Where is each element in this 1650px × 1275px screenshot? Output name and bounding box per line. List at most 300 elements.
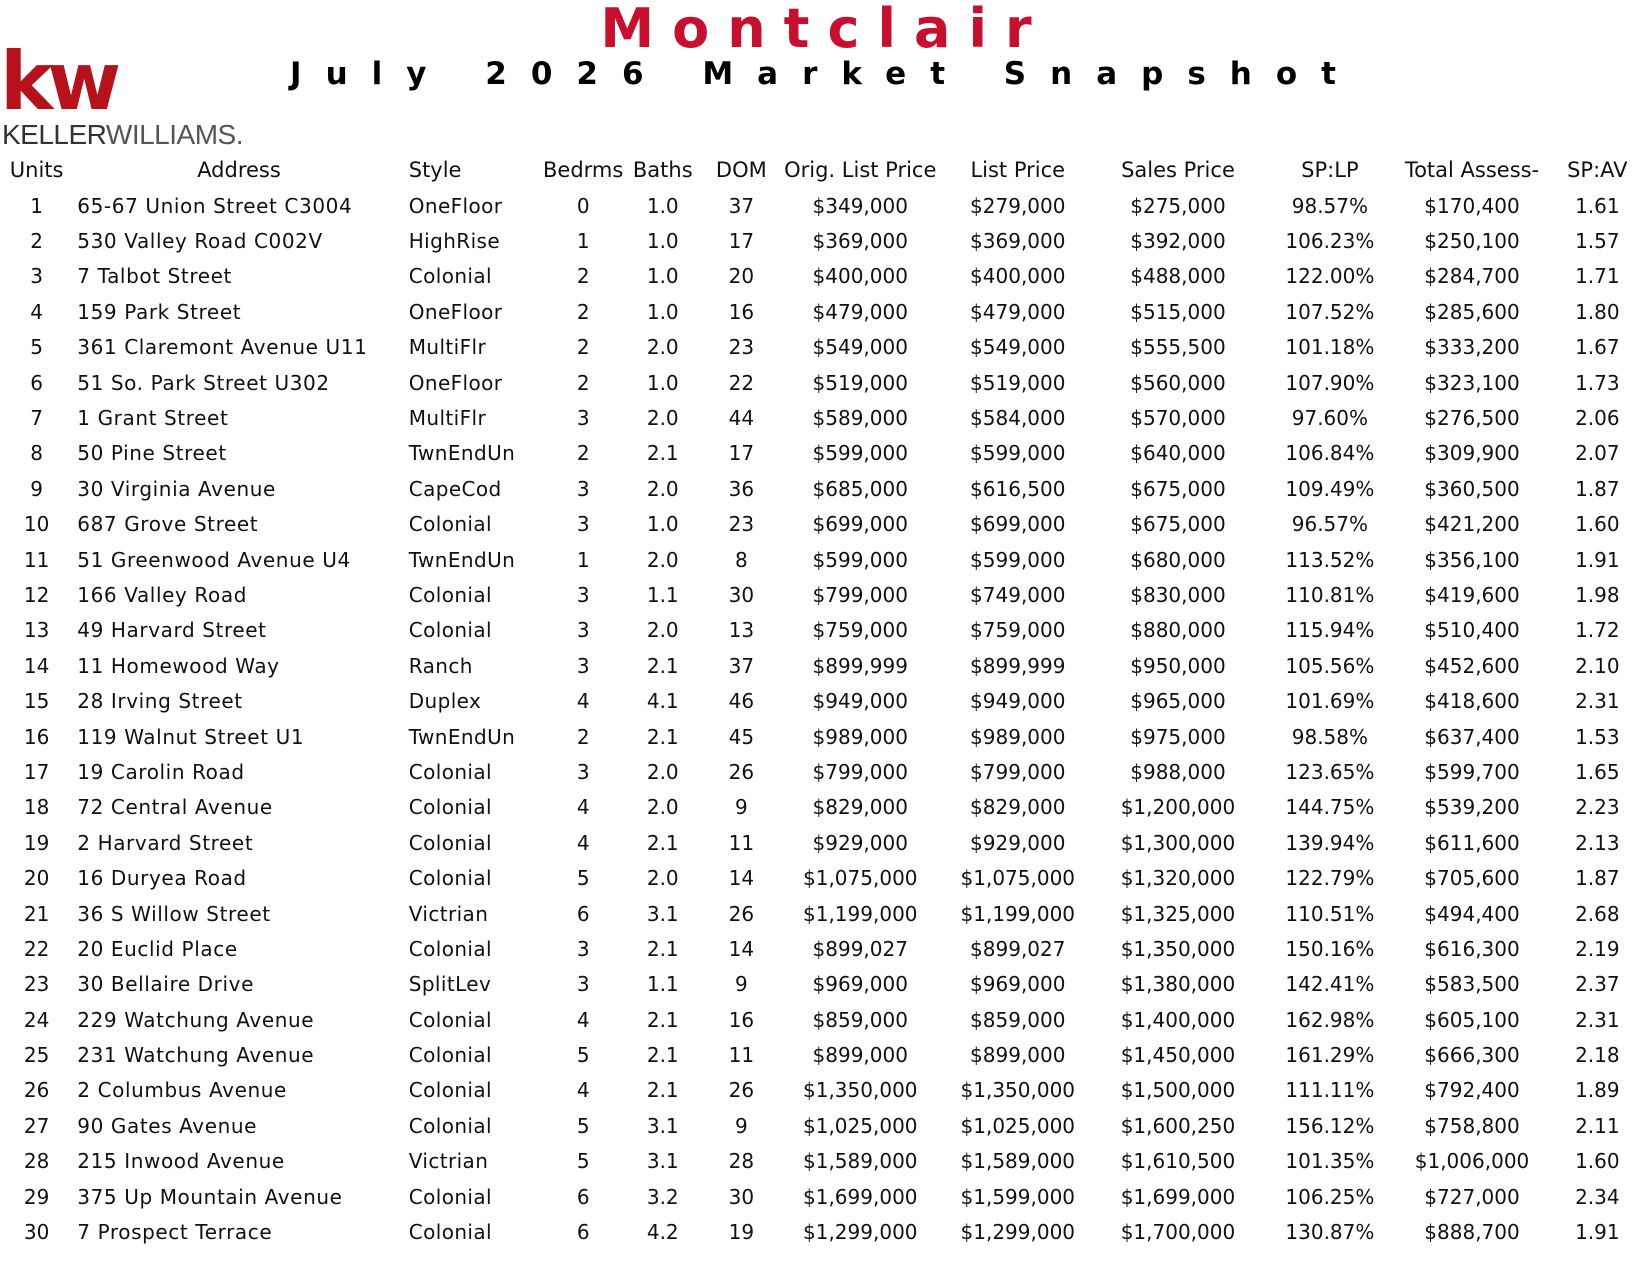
sales-price-cell: $1,699,000 <box>1120 1184 1236 1209</box>
bedrooms-cell: 2 <box>576 370 590 395</box>
sp-av-cell: 1.98 <box>1575 582 1620 607</box>
table-row <box>4 1108 1650 1143</box>
style-cell: Colonial <box>408 264 492 289</box>
total-assess-cell: $419,600 <box>1424 582 1520 607</box>
sales-price-cell: $488,000 <box>1130 264 1226 289</box>
baths-cell: 3.1 <box>646 1149 679 1174</box>
total-assess-cell: $605,100 <box>1424 1007 1520 1032</box>
sp-av-cell: 1.91 <box>1575 1220 1620 1245</box>
logo-wordmark <box>2 120 243 150</box>
sales-price-cell: $1,610,500 <box>1120 1149 1236 1174</box>
list-price-cell: $899,000 <box>970 1043 1066 1068</box>
list-price-cell: $584,000 <box>970 406 1066 431</box>
unit-cell: 17 <box>23 759 50 784</box>
orig-list-price-cell: $1,699,000 <box>803 1184 918 1209</box>
unit-cell: 18 <box>23 795 50 820</box>
dom-cell: 9 <box>734 1113 748 1138</box>
baths-cell: 2.1 <box>646 1043 679 1068</box>
table-header-row <box>4 152 1650 188</box>
sales-price-cell: $1,350,000 <box>1120 936 1236 961</box>
sp-lp-cell: 113.52% <box>1285 547 1375 572</box>
orig-list-price-cell: $369,000 <box>812 229 908 254</box>
sales-price-cell: $1,500,000 <box>1120 1078 1236 1103</box>
address-cell: 36 S Willow Street <box>77 901 271 926</box>
baths-cell: 1.1 <box>646 582 679 607</box>
style-cell: Colonial <box>408 866 492 891</box>
baths-cell: 2.0 <box>646 759 679 784</box>
style-cell: Victrian <box>408 901 489 926</box>
sp-lp-cell: 150.16% <box>1285 936 1375 961</box>
sp-lp-cell: 123.65% <box>1285 759 1375 784</box>
dom-cell: 26 <box>728 901 755 926</box>
orig-list-price-cell: $699,000 <box>812 512 908 537</box>
bedrooms-cell: 4 <box>576 1078 590 1103</box>
table-body <box>4 188 1650 1250</box>
style-cell: MultiFlr <box>408 406 487 431</box>
dom-cell: 9 <box>734 795 748 820</box>
unit-cell: 8 <box>30 441 43 466</box>
table-row <box>4 967 1650 1002</box>
style-cell: Colonial <box>408 1113 492 1138</box>
baths-cell: 1.0 <box>646 370 679 395</box>
sp-av-cell: 1.87 <box>1575 866 1620 891</box>
sp-lp-cell: 97.60% <box>1291 406 1369 431</box>
style-cell: Colonial <box>408 795 492 820</box>
dom-cell: 13 <box>728 618 755 643</box>
baths-cell: 1.0 <box>646 512 679 537</box>
address-cell: 159 Park Street <box>77 299 242 324</box>
baths-cell: 2.1 <box>646 441 679 466</box>
baths-cell: 1.1 <box>646 972 679 997</box>
sp-lp-cell: 109.49% <box>1285 476 1375 501</box>
unit-cell: 6 <box>30 370 43 395</box>
table-row <box>4 507 1650 542</box>
table-row <box>4 436 1650 471</box>
unit-cell: 3 <box>30 264 43 289</box>
unit-cell: 16 <box>23 724 50 749</box>
orig-list-price-cell: $599,000 <box>812 547 908 572</box>
address-cell: 530 Valley Road C002V <box>77 229 323 254</box>
list-price-cell: $549,000 <box>970 335 1066 360</box>
orig-list-price-cell: $1,299,000 <box>803 1220 918 1245</box>
orig-list-price-cell: $799,000 <box>812 759 908 784</box>
sp-lp-cell: 105.56% <box>1285 653 1375 678</box>
address-cell: 119 Walnut Street U1 <box>77 724 305 749</box>
total-assess-cell: $637,400 <box>1424 724 1520 749</box>
address-cell: 65-67 Union Street C3004 <box>77 193 353 218</box>
sp-av-cell: 1.57 <box>1575 229 1620 254</box>
total-assess-cell: $284,700 <box>1424 264 1520 289</box>
dom-cell: 45 <box>728 724 755 749</box>
style-cell: Colonial <box>408 1043 492 1068</box>
sp-av-cell: 2.19 <box>1575 936 1620 961</box>
sales-price-cell: $880,000 <box>1130 618 1226 643</box>
sp-av-cell: 1.53 <box>1575 724 1620 749</box>
sp-lp-cell: 101.69% <box>1285 689 1375 714</box>
dom-cell: 28 <box>728 1149 755 1174</box>
bedrooms-cell: 1 <box>576 229 590 254</box>
bedrooms-cell: 0 <box>576 193 590 218</box>
sales-price-cell: $975,000 <box>1130 724 1226 749</box>
total-assess-cell: $510,400 <box>1424 618 1520 643</box>
sales-price-cell: $570,000 <box>1130 406 1226 431</box>
logo-wordmark-light: WILLIAMS. <box>105 119 243 150</box>
orig-list-price-cell: $759,000 <box>812 618 908 643</box>
sp-lp-cell: 98.57% <box>1291 193 1369 218</box>
style-cell: Colonial <box>408 512 492 537</box>
style-cell: TwnEndUn <box>408 547 516 572</box>
orig-list-price-cell: $349,000 <box>812 193 908 218</box>
sp-lp-cell: 106.25% <box>1285 1184 1375 1209</box>
address-cell: 7 Prospect Terrace <box>77 1220 273 1245</box>
sales-price-cell: $1,320,000 <box>1120 866 1236 891</box>
address-cell: 20 Euclid Place <box>77 936 238 961</box>
list-price-cell: $400,000 <box>970 264 1066 289</box>
sp-lp-cell: 96.57% <box>1291 512 1369 537</box>
address-cell: 30 Virginia Avenue <box>77 476 276 501</box>
dom-cell: 19 <box>728 1220 755 1245</box>
unit-cell: 14 <box>23 653 50 678</box>
unit-cell: 7 <box>30 406 43 431</box>
bedrooms-cell: 5 <box>576 1149 590 1174</box>
sp-lp-cell: 162.98% <box>1285 1007 1375 1032</box>
list-price-cell: $1,350,000 <box>960 1078 1076 1103</box>
total-assess-cell: $666,300 <box>1424 1043 1520 1068</box>
list-price-cell: $829,000 <box>970 795 1066 820</box>
orig-list-price-cell: $829,000 <box>812 795 908 820</box>
dom-cell: 37 <box>728 193 755 218</box>
table-row <box>4 542 1650 577</box>
bedrooms-cell: 2 <box>576 724 590 749</box>
total-assess-cell: $616,300 <box>1424 936 1520 961</box>
sales-price-cell: $1,450,000 <box>1120 1043 1236 1068</box>
table-row <box>4 825 1650 860</box>
orig-list-price-cell: $969,000 <box>812 972 908 997</box>
style-cell: HighRise <box>408 229 501 254</box>
bedrooms-cell: 5 <box>576 1113 590 1138</box>
sp-lp-cell: 111.11% <box>1285 1078 1375 1103</box>
total-assess-cell: $1,006,000 <box>1414 1149 1530 1174</box>
list-price-cell: $899,999 <box>970 653 1066 678</box>
sp-av-cell: 1.87 <box>1575 476 1620 501</box>
sp-lp-cell: 101.18% <box>1285 335 1375 360</box>
bedrooms-cell: 2 <box>576 335 590 360</box>
bedrooms-cell: 5 <box>576 1043 590 1068</box>
sp-lp-cell: 161.29% <box>1285 1043 1375 1068</box>
unit-cell: 20 <box>23 866 50 891</box>
address-cell: 16 Duryea Road <box>77 866 247 891</box>
bedrooms-cell: 6 <box>576 1220 590 1245</box>
sales-price-cell: $555,500 <box>1130 335 1226 360</box>
unit-cell: 28 <box>23 1149 50 1174</box>
sp-lp-cell: 107.52% <box>1285 299 1375 324</box>
dom-cell: 17 <box>728 229 755 254</box>
style-cell: Colonial <box>408 582 492 607</box>
total-assess-cell: $170,400 <box>1424 193 1520 218</box>
orig-list-price-cell: $1,350,000 <box>803 1078 918 1103</box>
baths-cell: 2.0 <box>646 618 679 643</box>
address-cell: 30 Bellaire Drive <box>77 972 255 997</box>
unit-cell: 27 <box>23 1113 50 1138</box>
style-cell: Colonial <box>408 830 492 855</box>
orig-list-price-cell: $1,075,000 <box>803 866 918 891</box>
dom-cell: 22 <box>728 370 755 395</box>
bedrooms-cell: 6 <box>576 1184 590 1209</box>
sp-av-cell: 2.11 <box>1575 1113 1620 1138</box>
bedrooms-cell: 5 <box>576 866 590 891</box>
bedrooms-cell: 3 <box>576 759 590 784</box>
bedrooms-cell: 4 <box>576 689 590 714</box>
style-cell: Duplex <box>408 689 482 714</box>
sp-av-cell: 1.72 <box>1575 618 1620 643</box>
dom-cell: 36 <box>728 476 755 501</box>
list-price-cell: $1,589,000 <box>960 1149 1076 1174</box>
orig-list-price-cell: $859,000 <box>812 1007 908 1032</box>
baths-cell: 3.2 <box>646 1184 679 1209</box>
sp-lp-cell: 106.84% <box>1285 441 1375 466</box>
table-row <box>4 754 1650 789</box>
bedrooms-cell: 3 <box>576 653 590 678</box>
address-cell: 50 Pine Street <box>77 441 227 466</box>
bedrooms-cell: 1 <box>576 547 590 572</box>
orig-list-price-cell: $685,000 <box>812 476 908 501</box>
unit-cell: 19 <box>23 830 50 855</box>
dom-cell: 23 <box>728 335 755 360</box>
total-assess-cell: $494,400 <box>1424 901 1520 926</box>
orig-list-price-cell: $1,199,000 <box>803 901 918 926</box>
logo-mark: kw <box>0 35 116 128</box>
address-cell: 49 Harvard Street <box>77 618 267 643</box>
address-cell: 90 Gates Avenue <box>77 1113 258 1138</box>
total-assess-cell: $888,700 <box>1424 1220 1520 1245</box>
address-cell: 2 Harvard Street <box>77 830 254 855</box>
baths-cell: 1.0 <box>646 264 679 289</box>
orig-list-price-cell: $1,025,000 <box>803 1113 918 1138</box>
style-cell: OneFloor <box>408 299 503 324</box>
sales-price-cell: $830,000 <box>1130 582 1226 607</box>
total-assess-cell: $285,600 <box>1424 299 1520 324</box>
bedrooms-cell: 6 <box>576 901 590 926</box>
bedrooms-cell: 3 <box>576 972 590 997</box>
style-cell: Colonial <box>408 936 492 961</box>
sp-av-cell: 2.31 <box>1575 689 1620 714</box>
total-assess-cell: $360,500 <box>1424 476 1520 501</box>
unit-cell: 26 <box>23 1078 50 1103</box>
list-price-cell: $699,000 <box>970 512 1066 537</box>
sp-lp-cell: 98.58% <box>1291 724 1369 749</box>
sales-price-cell: $392,000 <box>1130 229 1226 254</box>
list-price-cell: $1,199,000 <box>960 901 1076 926</box>
orig-list-price-cell: $589,000 <box>812 406 908 431</box>
bedrooms-cell: 3 <box>576 582 590 607</box>
address-cell: 51 Greenwood Avenue U4 <box>77 547 351 572</box>
sp-lp-cell: 110.81% <box>1285 582 1375 607</box>
dom-cell: 11 <box>728 1043 755 1068</box>
list-price-cell: $759,000 <box>970 618 1066 643</box>
dom-cell: 11 <box>728 830 755 855</box>
sp-av-cell: 2.31 <box>1575 1007 1620 1032</box>
style-cell: OneFloor <box>408 193 503 218</box>
dom-cell: 44 <box>728 406 755 431</box>
total-assess-cell: $583,500 <box>1424 972 1520 997</box>
baths-cell: 2.1 <box>646 724 679 749</box>
orig-list-price-cell: $400,000 <box>812 264 908 289</box>
address-cell: 687 Grove Street <box>77 512 259 537</box>
table-row <box>4 188 1650 223</box>
sp-lp-cell: 122.79% <box>1285 866 1375 891</box>
unit-cell: 2 <box>30 229 43 254</box>
baths-cell: 3.1 <box>646 901 679 926</box>
address-cell: 166 Valley Road <box>77 582 247 607</box>
sp-av-cell: 2.68 <box>1575 901 1620 926</box>
bedrooms-cell: 4 <box>576 1007 590 1032</box>
sp-lp-cell: 107.90% <box>1285 370 1375 395</box>
style-cell: MultiFlr <box>408 335 487 360</box>
page-title: Montclair <box>600 0 1050 60</box>
baths-cell: 2.0 <box>646 795 679 820</box>
unit-cell: 5 <box>30 335 43 360</box>
sp-av-cell: 2.06 <box>1575 406 1620 431</box>
orig-list-price-cell: $899,000 <box>812 1043 908 1068</box>
table-row <box>4 1144 1650 1179</box>
list-price-cell: $1,075,000 <box>960 866 1076 891</box>
table-row <box>4 931 1650 966</box>
baths-cell: 2.0 <box>646 476 679 501</box>
unit-cell: 30 <box>23 1220 50 1245</box>
sales-price-cell: $675,000 <box>1130 476 1226 501</box>
page-subtitle: July 2026 Market Snapshot <box>290 56 1360 92</box>
total-assess-cell: $356,100 <box>1424 547 1520 572</box>
address-cell: 361 Claremont Avenue U11 <box>77 335 368 360</box>
sp-lp-cell: 106.23% <box>1285 229 1375 254</box>
unit-cell: 11 <box>23 547 50 572</box>
sales-price-cell: $1,400,000 <box>1120 1007 1236 1032</box>
unit-cell: 1 <box>30 193 43 218</box>
sp-lp-cell: 122.00% <box>1285 264 1375 289</box>
list-price-cell: $1,025,000 <box>960 1113 1076 1138</box>
sp-av-cell: 2.10 <box>1575 653 1620 678</box>
col-header-dom: DOM <box>715 158 767 182</box>
dom-cell: 23 <box>728 512 755 537</box>
baths-cell: 2.1 <box>646 653 679 678</box>
orig-list-price-cell: $989,000 <box>812 724 908 749</box>
address-cell: 2 Columbus Avenue <box>77 1078 287 1103</box>
sp-av-cell: 2.18 <box>1575 1043 1620 1068</box>
total-assess-cell: $758,800 <box>1424 1113 1520 1138</box>
logo-wordmark-strong: KELLER <box>2 119 106 150</box>
sales-price-cell: $275,000 <box>1130 193 1226 218</box>
list-price-cell: $599,000 <box>970 441 1066 466</box>
sales-price-cell: $680,000 <box>1130 547 1226 572</box>
list-price-cell: $369,000 <box>970 229 1066 254</box>
list-price-cell: $616,500 <box>970 476 1066 501</box>
sp-av-cell: 1.60 <box>1575 512 1620 537</box>
sales-price-cell: $965,000 <box>1130 689 1226 714</box>
dom-cell: 37 <box>728 653 755 678</box>
address-cell: 7 Talbot Street <box>77 264 232 289</box>
sp-lp-cell: 101.35% <box>1285 1149 1375 1174</box>
total-assess-cell: $705,600 <box>1424 866 1520 891</box>
style-cell: Colonial <box>408 1220 492 1245</box>
unit-cell: 12 <box>23 582 50 607</box>
style-cell: CapeCod <box>408 476 502 501</box>
dom-cell: 26 <box>728 1078 755 1103</box>
table-row <box>4 648 1650 683</box>
table-row <box>4 259 1650 294</box>
orig-list-price-cell: $799,000 <box>812 582 908 607</box>
keller-williams-logo <box>0 35 243 154</box>
style-cell: Colonial <box>408 759 492 784</box>
baths-cell: 2.1 <box>646 936 679 961</box>
col-header-sp-lp: SP:LP <box>1301 158 1359 182</box>
unit-cell: 10 <box>23 512 50 537</box>
dom-cell: 14 <box>728 866 755 891</box>
baths-cell: 4.1 <box>646 689 679 714</box>
table-row <box>4 1002 1650 1037</box>
table-row <box>4 1179 1650 1214</box>
total-assess-cell: $333,200 <box>1424 335 1520 360</box>
orig-list-price-cell: $929,000 <box>812 830 908 855</box>
orig-list-price-cell: $479,000 <box>812 299 908 324</box>
total-assess-cell: $792,400 <box>1424 1078 1520 1103</box>
baths-cell: 3.1 <box>646 1113 679 1138</box>
dom-cell: 30 <box>728 582 755 607</box>
list-price-cell: $279,000 <box>970 193 1066 218</box>
unit-cell: 9 <box>30 476 43 501</box>
sp-lp-cell: 142.41% <box>1285 972 1375 997</box>
bedrooms-cell: 3 <box>576 512 590 537</box>
sales-price-cell: $1,700,000 <box>1120 1220 1236 1245</box>
total-assess-cell: $452,600 <box>1424 653 1520 678</box>
sales-table <box>4 152 1650 1250</box>
sp-av-cell: 1.60 <box>1575 1149 1620 1174</box>
sp-lp-cell: 139.94% <box>1285 830 1375 855</box>
sp-av-cell: 1.67 <box>1575 335 1620 360</box>
sp-av-cell: 2.37 <box>1575 972 1620 997</box>
address-cell: 28 Irving Street <box>77 689 243 714</box>
col-header-sp-av: SP:AV <box>1567 158 1628 182</box>
list-price-cell: $949,000 <box>970 689 1066 714</box>
col-header-bedrooms: Bedrms <box>543 158 624 182</box>
orig-list-price-cell: $519,000 <box>812 370 908 395</box>
bedrooms-cell: 4 <box>576 795 590 820</box>
sp-lp-cell: 144.75% <box>1285 795 1375 820</box>
unit-cell: 25 <box>23 1043 50 1068</box>
col-header-units: Units <box>9 158 64 182</box>
address-cell: 215 Inwood Avenue <box>77 1149 285 1174</box>
baths-cell: 2.0 <box>646 866 679 891</box>
table-row <box>4 860 1650 895</box>
bedrooms-cell: 3 <box>576 406 590 431</box>
address-cell: 1 Grant Street <box>77 406 229 431</box>
list-price-cell: $969,000 <box>970 972 1066 997</box>
unit-cell: 15 <box>23 689 50 714</box>
bedrooms-cell: 3 <box>576 476 590 501</box>
sp-av-cell: 1.91 <box>1575 547 1620 572</box>
sp-av-cell: 1.65 <box>1575 759 1620 784</box>
table-row <box>4 330 1650 365</box>
unit-cell: 13 <box>23 618 50 643</box>
sales-price-cell: $560,000 <box>1130 370 1226 395</box>
table-row <box>4 365 1650 400</box>
dom-cell: 26 <box>728 759 755 784</box>
list-price-cell: $479,000 <box>970 299 1066 324</box>
sales-price-cell: $515,000 <box>1130 299 1226 324</box>
sp-lp-cell: 110.51% <box>1285 901 1375 926</box>
style-cell: Colonial <box>408 618 492 643</box>
unit-cell: 21 <box>23 901 50 926</box>
baths-cell: 2.1 <box>646 830 679 855</box>
